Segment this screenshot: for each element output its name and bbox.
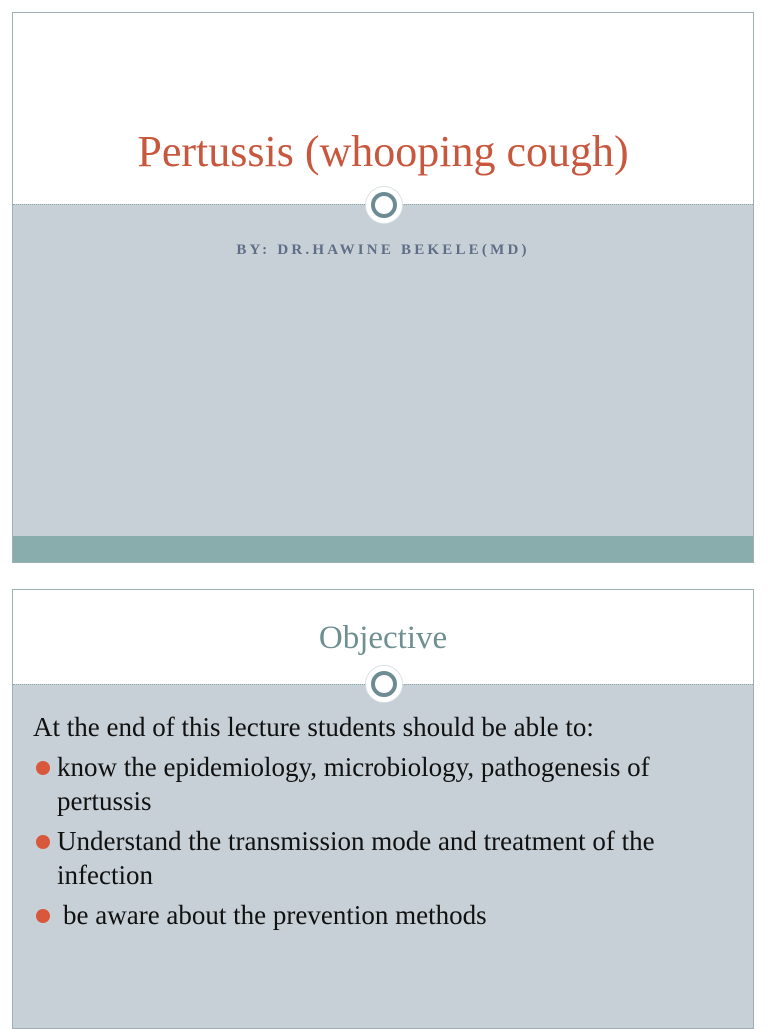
list-item xyxy=(33,898,743,932)
bullet-dot-icon xyxy=(36,909,50,923)
bullet-dot-icon xyxy=(36,761,50,775)
title-slide-header-area xyxy=(13,13,753,204)
list-item xyxy=(33,750,743,818)
author-subtitle: BY: DR.HAWINE BEKELE(MD) xyxy=(236,242,530,258)
list-item-text: know the epidemiology, microbiology, pathogenesis of pertussis xyxy=(57,752,650,816)
list-item-text: Understand the transmission mode and treatment of the infection xyxy=(57,826,655,890)
objective-title: Objective xyxy=(318,620,448,656)
list-item xyxy=(33,824,743,892)
objective-body xyxy=(33,710,743,938)
objective-slide xyxy=(12,589,754,1029)
circle-ornament-icon xyxy=(366,666,402,702)
objective-list xyxy=(33,750,743,932)
footer-band xyxy=(13,536,753,562)
title-slide xyxy=(12,12,754,563)
intro-text: At the end of this lecture students should be able to: xyxy=(33,712,594,742)
circle-ornament-icon xyxy=(366,187,402,223)
presentation-title: Pertussis (whooping cough) xyxy=(137,127,629,176)
bullet-dot-icon xyxy=(36,835,50,849)
list-item-text: be aware about the prevention methods xyxy=(63,900,487,930)
